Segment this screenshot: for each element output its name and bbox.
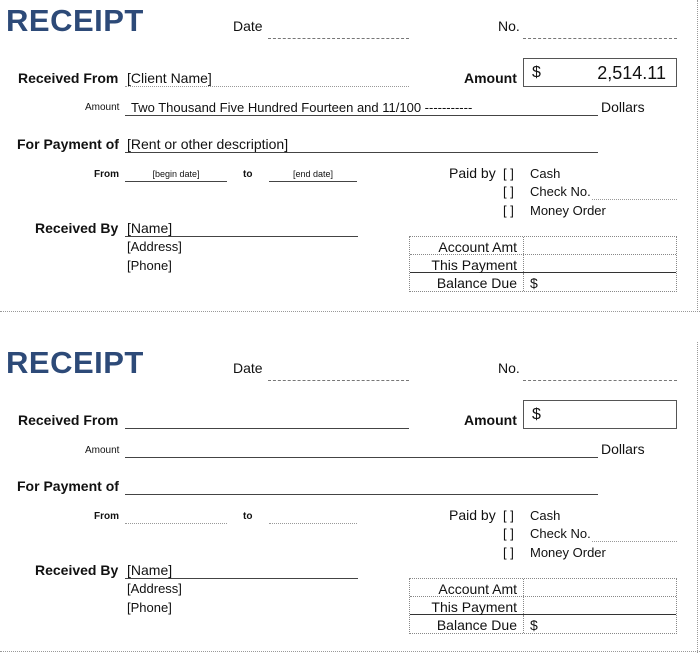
date-line [268, 38, 409, 39]
amount-words-line [125, 115, 598, 116]
amount-label: Amount [464, 70, 517, 86]
amount-box[interactable] [523, 400, 677, 429]
receipt-form-1 [0, 0, 700, 310]
number-line [523, 380, 677, 381]
cash-checkbox[interactable]: [ ] [503, 166, 514, 181]
account-amt-row [410, 579, 676, 597]
received-by-name[interactable]: [Name] [127, 562, 173, 578]
received-by-address[interactable]: [Address] [127, 581, 182, 596]
check-checkbox[interactable]: [ ] [503, 526, 514, 541]
date-label: Date [233, 18, 263, 34]
currency-symbol: $ [532, 64, 541, 81]
payment-label: For Payment of [17, 478, 119, 494]
account-amt-row [410, 237, 676, 255]
received-from-label: Received From [18, 70, 119, 86]
amount-words-label: Amount [85, 445, 120, 456]
balance-due-label: Balance Due [436, 617, 517, 633]
cash-label: Cash [530, 508, 561, 523]
received-by-phone[interactable]: [Phone] [127, 258, 172, 273]
check-no-line [592, 199, 677, 200]
from-label: From [94, 511, 119, 522]
cut-line-middle [0, 311, 700, 312]
payment-label: For Payment of [17, 136, 119, 152]
dollars-label: Dollars [601, 441, 645, 457]
to-date-line [269, 523, 357, 524]
from-date-line [125, 181, 227, 182]
to-label: to [243, 511, 253, 522]
this-payment-label: This Payment [431, 257, 517, 273]
this-payment-row [410, 255, 676, 273]
check-checkbox[interactable]: [ ] [503, 184, 514, 199]
received-by-line [125, 236, 358, 237]
dollars-label: Dollars [601, 99, 645, 115]
account-amt-label: Account Amt [438, 239, 517, 255]
currency-symbol: $ [532, 406, 541, 423]
to-date-line [269, 181, 357, 182]
number-line [523, 38, 677, 39]
payment-line [125, 152, 598, 153]
balance-due-value[interactable]: $ [530, 617, 538, 633]
check-no-line [592, 541, 677, 542]
received-from-label: Received From [18, 412, 119, 428]
received-by-label: Received By [35, 220, 119, 236]
from-date-field[interactable]: [begin date] [152, 169, 200, 179]
amount-box[interactable] [523, 58, 677, 87]
receipt-form-2 [0, 342, 700, 652]
paid-by-label: Paid by [449, 165, 496, 181]
cash-checkbox[interactable]: [ ] [503, 508, 514, 523]
from-date-line [125, 523, 227, 524]
money-order-label: Money Order [530, 545, 606, 560]
balance-due-value[interactable]: $ [530, 275, 538, 291]
payment-field[interactable]: [Rent or other description] [127, 136, 289, 152]
to-label: to [243, 169, 253, 180]
money-order-checkbox[interactable]: [ ] [503, 545, 514, 560]
amount-words-field[interactable]: Two Thousand Five Hundred Fourteen and 11/100 ----------- [131, 100, 473, 115]
received-from-line [125, 86, 409, 87]
receipt-title: RECEIPT [6, 3, 144, 38]
received-from-line [125, 428, 409, 429]
money-order-label: Money Order [530, 203, 606, 218]
amount-label: Amount [464, 412, 517, 428]
received-by-label: Received By [35, 562, 119, 578]
check-no-label: Check No. [530, 184, 591, 199]
this-payment-label: This Payment [431, 599, 517, 615]
to-date-field[interactable]: [end date] [292, 169, 334, 179]
date-line [268, 380, 409, 381]
check-no-label: Check No. [530, 526, 591, 541]
amount-words-line [125, 457, 598, 458]
from-label: From [94, 169, 119, 180]
balance-due-row [410, 273, 676, 291]
cut-line-right-1 [697, 0, 698, 310]
received-by-phone[interactable]: [Phone] [127, 600, 172, 615]
received-from-field[interactable]: [Client Name] [127, 70, 212, 86]
account-amt-label: Account Amt [438, 581, 517, 597]
paid-by-label: Paid by [449, 507, 496, 523]
received-by-line [125, 578, 358, 579]
received-by-name[interactable]: [Name] [127, 220, 173, 236]
balance-table [409, 236, 677, 292]
balance-table [409, 578, 677, 634]
amount-words-label: Amount [85, 102, 120, 113]
money-order-checkbox[interactable]: [ ] [503, 203, 514, 218]
balance-due-label: Balance Due [436, 275, 517, 291]
balance-due-row [410, 615, 676, 633]
this-payment-row [410, 597, 676, 615]
number-label: No. [498, 18, 520, 34]
payment-line [125, 494, 598, 495]
received-by-address[interactable]: [Address] [127, 239, 182, 254]
number-label: No. [498, 360, 520, 376]
receipt-title: RECEIPT [6, 345, 144, 380]
amount-value: 2,514.11 [597, 63, 666, 83]
cash-label: Cash [530, 166, 561, 181]
date-label: Date [233, 360, 263, 376]
